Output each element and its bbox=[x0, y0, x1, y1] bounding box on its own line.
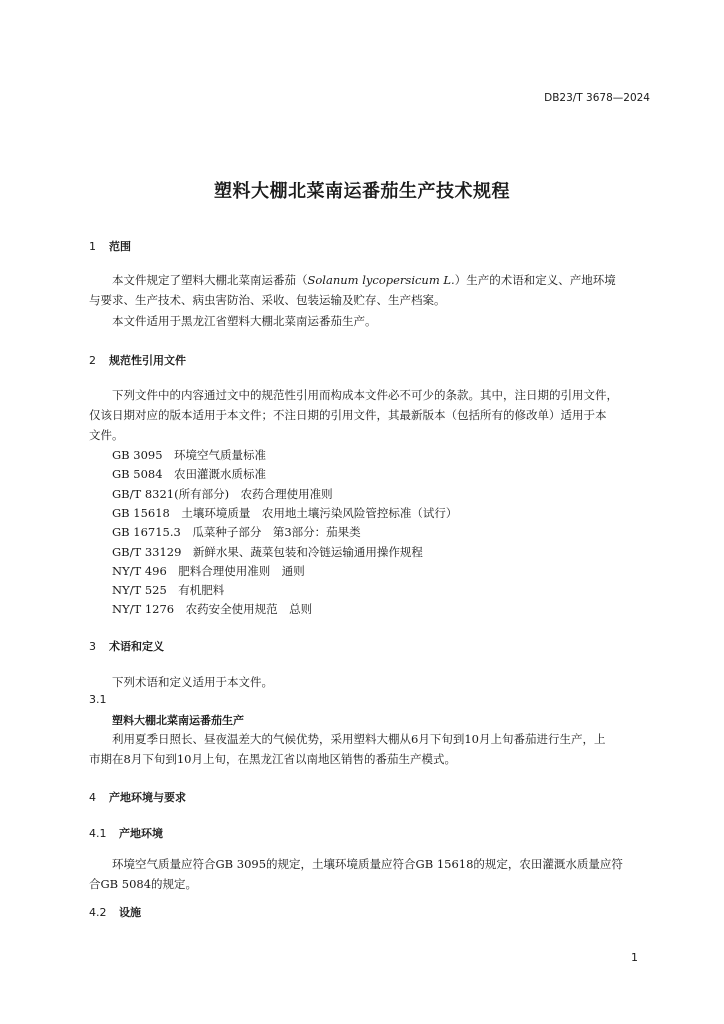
section-number: 3 bbox=[89, 640, 96, 653]
reference-item: GB/T 8321(所有部分) 农药合理使用准则 bbox=[112, 487, 333, 501]
page-number: 1 bbox=[631, 951, 638, 964]
reference-item: GB/T 33129 新鲜水果、蔬菜包装和冷链运输通用操作规程 bbox=[112, 545, 423, 559]
term-definition-line-1: 利用夏季日照长、昼夜温差大的气候优势，采用塑料大棚从6月下旬到10月上旬番茄进行生产，上 bbox=[112, 732, 606, 746]
refs-intro-line-1: 下列文件中的内容通过文中的规范性引用而构成本文件必不可少的条款。其中，注日期的引用文件， bbox=[112, 388, 618, 402]
subsection-title: 产地环境 bbox=[119, 827, 163, 840]
reference-item: GB 3095 环境空气质量标准 bbox=[112, 448, 267, 462]
scope-latin-name: Solanum lycopersicum L. bbox=[307, 273, 455, 287]
subsection-number: 4.1 bbox=[89, 827, 107, 840]
reference-item: NY/T 525 有机肥料 bbox=[112, 583, 225, 597]
page-title: 塑料大棚北菜南运番茄生产技术规程 bbox=[214, 181, 510, 202]
environment-paragraph-line-2: 合GB 5084的规定。 bbox=[89, 877, 198, 891]
subsection-title: 设施 bbox=[119, 906, 141, 919]
section-title: 规范性引用文件 bbox=[109, 354, 186, 367]
reference-item: GB 16715.3 瓜菜种子部分 第3部分：茄果类 bbox=[112, 525, 361, 539]
section-4-heading bbox=[89, 789, 186, 805]
section-2-heading bbox=[89, 352, 186, 368]
scope-text-post: ）生产的术语和定义、产地环境 bbox=[454, 273, 616, 287]
section-title: 范围 bbox=[109, 240, 131, 253]
section-number: 2 bbox=[89, 354, 96, 367]
scope-paragraph-line-2: 与要求、生产技术、病虫害防治、采收、包装运输及贮存、生产档案。 bbox=[89, 293, 446, 307]
term-definition-line-2: 市期在8月下旬到10月上旬，在黑龙江省以南地区销售的番茄生产模式。 bbox=[89, 752, 456, 766]
section-title: 产地环境与要求 bbox=[109, 791, 186, 804]
subsection-4-1-heading bbox=[89, 825, 163, 841]
term-name: 塑料大棚北菜南运番茄生产 bbox=[112, 714, 244, 727]
section-1-heading bbox=[89, 238, 131, 254]
terms-intro: 下列术语和定义适用于本文件。 bbox=[112, 675, 273, 689]
reference-item: GB 5084 农田灌溉水质标准 bbox=[112, 467, 267, 481]
environment-paragraph-line-1: 环境空气质量应符合GB 3095的规定，土壤环境质量应符合GB 15618的规定，农田灌溉水质量应符 bbox=[112, 857, 623, 871]
section-number: 1 bbox=[89, 240, 96, 253]
section-3-heading bbox=[89, 638, 164, 654]
refs-intro-line-3: 文件。 bbox=[89, 428, 124, 442]
section-number: 4 bbox=[89, 791, 96, 804]
document-code-header: DB23/T 3678—2024 bbox=[544, 92, 650, 104]
scope-text-pre: 本文件规定了塑料大棚北菜南运番茄（ bbox=[112, 273, 308, 287]
section-title: 术语和定义 bbox=[109, 640, 164, 653]
subsection-number: 4.2 bbox=[89, 906, 107, 919]
reference-item: GB 15618 土壤环境质量 农用地土壤污染风险管控标准（试行） bbox=[112, 506, 458, 520]
refs-intro-line-2: 仅该日期对应的版本适用于本文件；不注日期的引用文件，其最新版本（包括所有的修改单）适用于本 bbox=[89, 408, 607, 422]
term-number: 3.1 bbox=[89, 693, 107, 706]
scope-applicability: 本文件适用于黑龙江省塑料大棚北菜南运番茄生产。 bbox=[112, 314, 377, 328]
reference-item: NY/T 496 肥料合理使用准则 通则 bbox=[112, 564, 305, 578]
subsection-4-2-heading bbox=[89, 904, 141, 920]
reference-item: NY/T 1276 农药安全使用规范 总则 bbox=[112, 602, 313, 616]
scope-paragraph-line-1 bbox=[89, 272, 655, 288]
